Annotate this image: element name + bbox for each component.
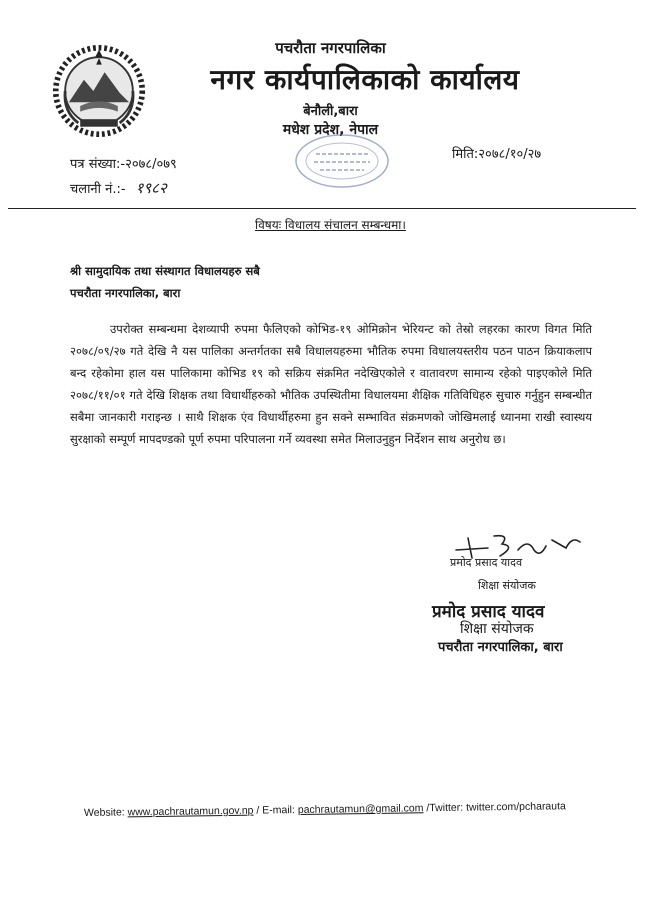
email-label: / E-mail:: [256, 804, 295, 817]
subject-text: विषयः विधालय संचालन सम्बन्धमा।: [255, 218, 406, 232]
subject-line: [0, 216, 661, 233]
stamp-name: प्रमोद प्रसाद यादव: [432, 602, 545, 622]
dispatch-value: १९८२: [135, 179, 167, 197]
addressee-block: [70, 260, 260, 304]
addressee-line-1: श्री सामुदायिक तथा संस्थागत विधालयहरु सबै: [70, 264, 260, 278]
website-label: Website:: [83, 806, 125, 819]
dispatch-number: [70, 178, 167, 198]
municipality-name: पचरौता नगरपालिका: [275, 39, 386, 57]
email-link[interactable]: pachrautamun@gmail.com: [297, 802, 424, 817]
letter-date: मिति:२०७८/१०/२७: [452, 147, 542, 162]
address-line-1: बेनौली,बारा: [303, 104, 358, 119]
website-link[interactable]: www.pachrautamun.gov.np: [127, 804, 254, 819]
address-line-2: मधेश प्रदेश, नेपाल: [282, 122, 379, 138]
office-seal-stamp: [292, 132, 392, 190]
stamp-role: शिक्षा संयोजक: [460, 621, 534, 637]
footer-contact: [84, 800, 566, 819]
stamp-municipality: पचरौता नगरपालिका, बारा: [438, 640, 563, 655]
twitter-text: /Twitter: twitter.com/pcharauta: [426, 800, 566, 815]
signatory-name: प्रमोद प्रसाद यादव: [450, 556, 523, 569]
signatory-role: शिक्षा संयोजक: [478, 579, 536, 592]
header-divider: [8, 208, 636, 209]
letter-body: उपरोक्त सम्बन्धमा देशव्यापी रुपमा फैलिएको कोभिड-१९ ओमिक्रोन भेरियन्ट को तेस्रो लहरका कारण विगत मिति २०७८/०९/२७ गते देखि नै यस पालिका अन्तर्गतका सबै विधालयहरुमा भौतिक रुपमा विधालयस्तरीय पठन पाठन क्रियाकलाप बन्द रहेकोमा हाल यस पालिकामा कोभिड १९ को सक्रिय संक्रमित नदेखिएकोले र वातावरण सामान्य रहेको पाइएकोले मिति २०७८/११/०१ गते देखि शिक्षक तथा विधार्थीहरुको भौतिक उपस्थितीमा विधालयमा शैक्षिक गतिविधिहरु सुचारु गर्नुहुन सम्बन्धीत सबैमा जानकारी गराइन्छ । साथै शिक्षक एंव विधार्थीहरुमा हुन सक्ने सम्भावित संक्रमणको जोखिमलाई ध्यानमा राखी स्वास्थय सुरक्षाको सम्पूर्ण मापदण्डको पूर्ण रुपमा परिपालना गर्ने व्यवस्था समेत मिलाउनुहुन निर्देशन साथ अनुरोध छ।: [70, 322, 592, 446]
addressee-line-2: पचरौता नगरपालिका, बारा: [70, 286, 181, 300]
office-title: नगर कार्यपालिकाको कार्यालय: [210, 63, 520, 96]
dispatch-label: चलानी नं.:-: [70, 182, 126, 197]
letter-number: पत्र संख्या:-२०७८/०७९: [70, 157, 177, 172]
